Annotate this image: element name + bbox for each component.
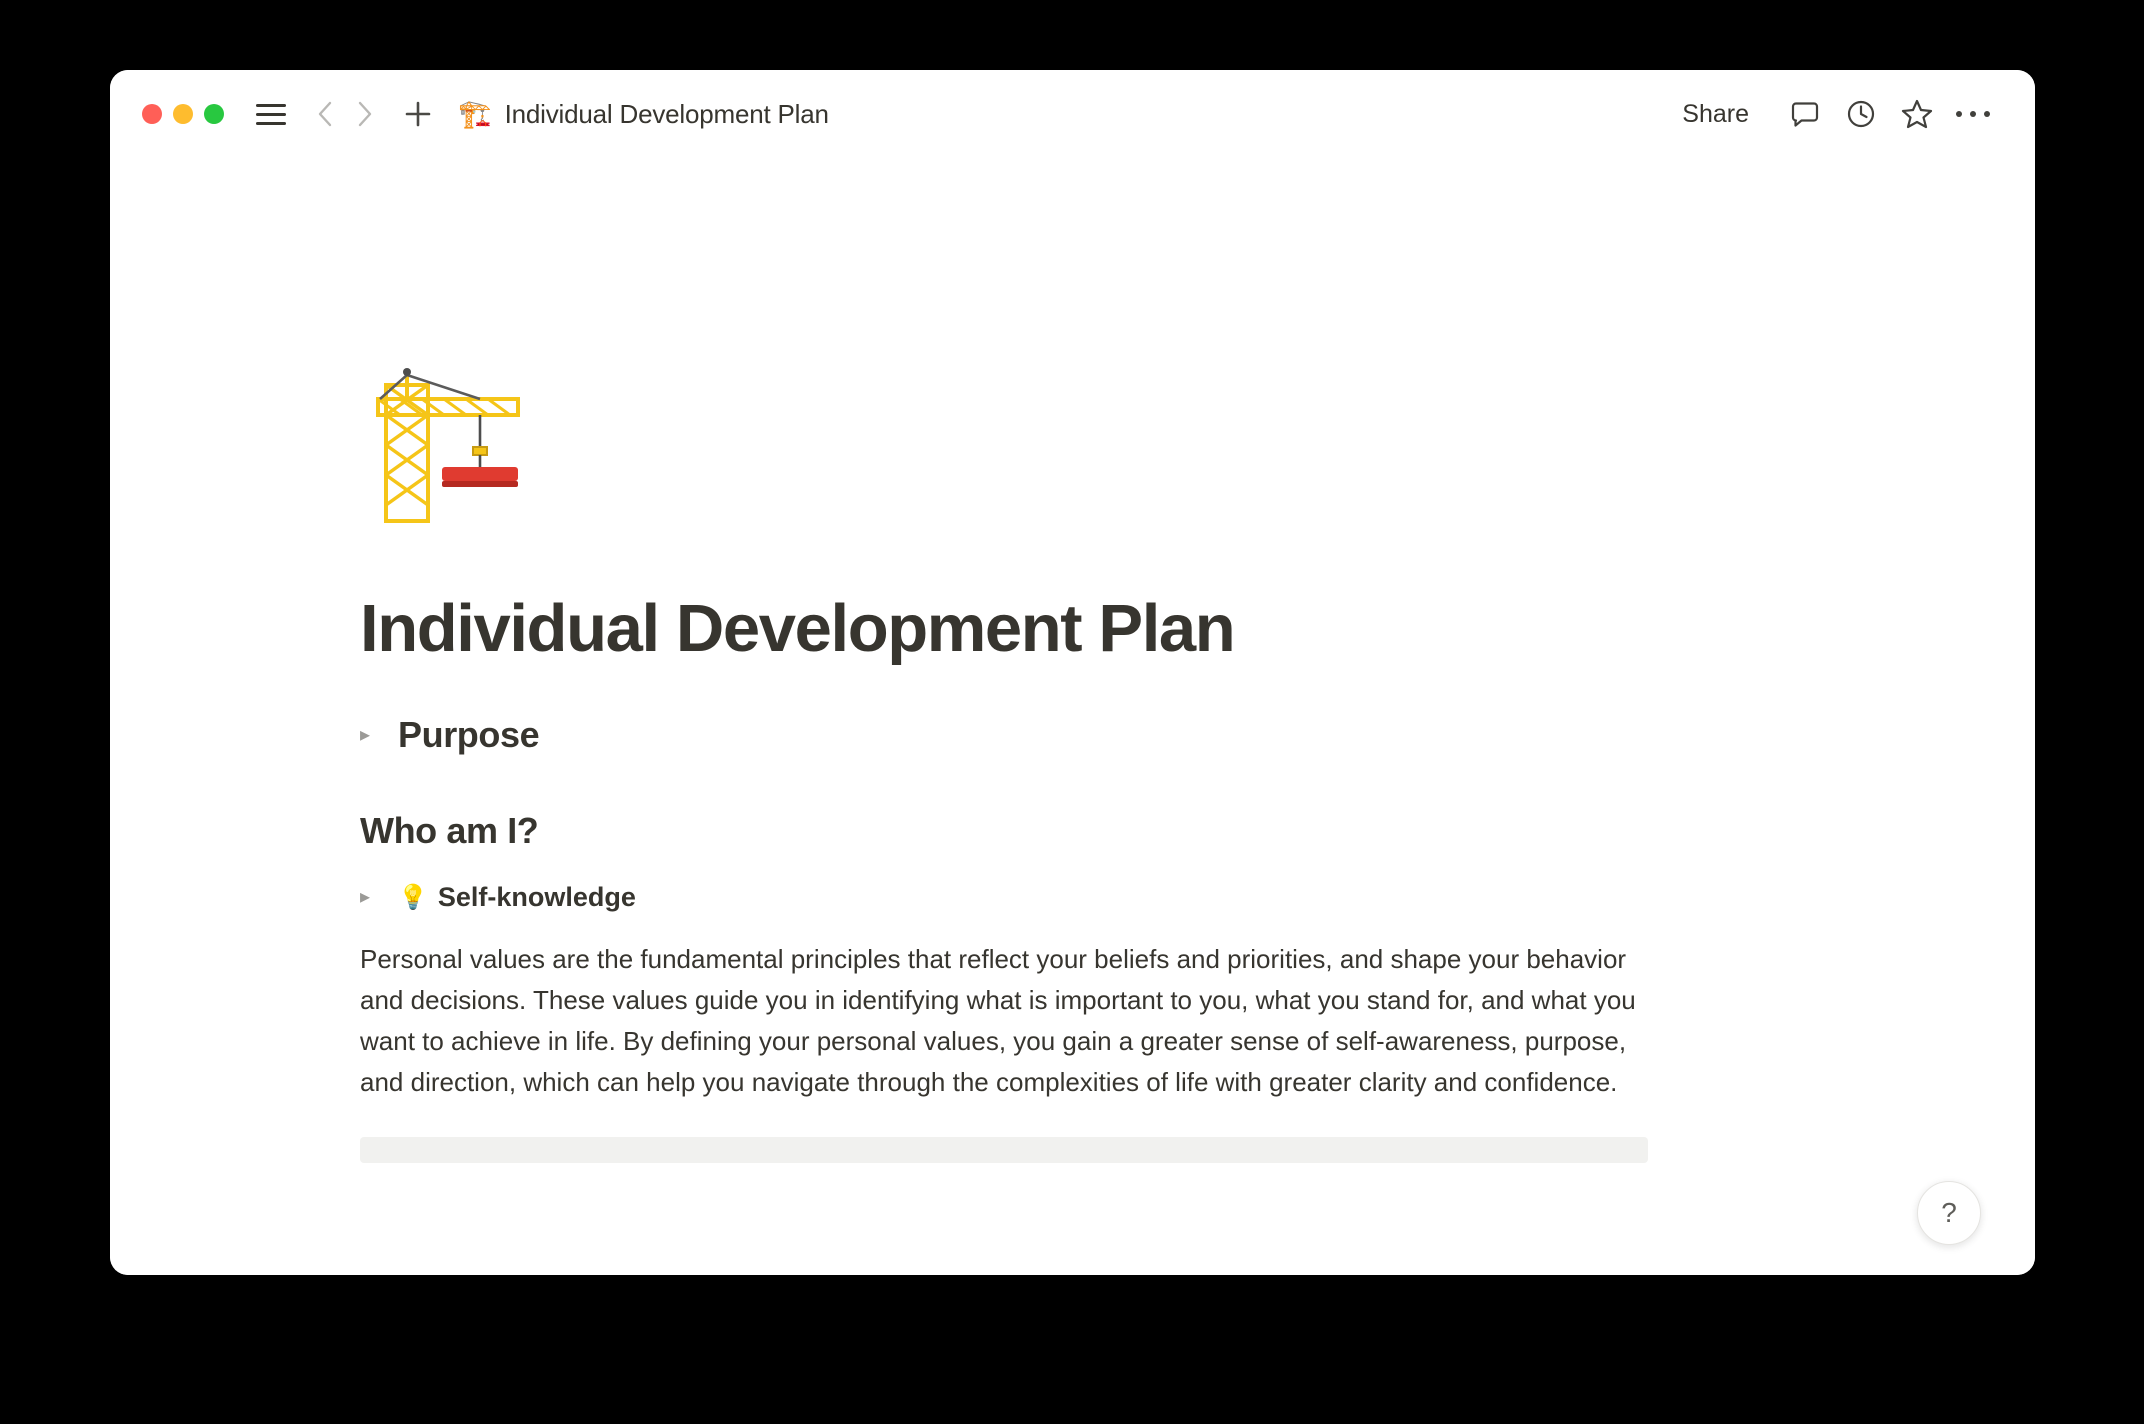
close-window-button[interactable] [142, 104, 162, 124]
titlebar [110, 70, 2035, 158]
share-button[interactable]: Share [1682, 99, 1749, 128]
help-button[interactable]: ? [1917, 1181, 1981, 1245]
toggle-purpose[interactable] [360, 714, 1780, 756]
chevron-right-icon[interactable]: ▸ [360, 723, 371, 746]
star-icon[interactable] [1889, 91, 1945, 137]
toggle-self-knowledge[interactable] [360, 882, 1780, 913]
maximize-window-button[interactable] [204, 104, 224, 124]
heading-who-am-i[interactable]: Who am I? [360, 809, 539, 851]
lightbulb-icon: 💡 [398, 883, 428, 911]
app-window [110, 70, 2035, 1275]
ellipsis-icon[interactable] [1945, 91, 2001, 137]
toggle-self-knowledge-label: Self-knowledge [437, 881, 636, 912]
page-body [110, 158, 2035, 1275]
chevron-left-icon[interactable] [308, 97, 342, 131]
titlebar-actions [1668, 91, 2001, 137]
minimize-window-button[interactable] [173, 104, 193, 124]
toggle-purpose-label: Purpose [398, 713, 540, 755]
clock-icon[interactable] [1833, 91, 1889, 137]
page-title[interactable]: Individual Development Plan [360, 591, 1235, 666]
plus-icon[interactable] [400, 96, 436, 132]
chevron-right-icon[interactable]: ▸ [360, 886, 371, 909]
document-title-breadcrumb[interactable]: Individual Development Plan [504, 98, 829, 129]
hamburger-icon[interactable] [254, 100, 288, 128]
content-column [360, 348, 1780, 1163]
window-controls [142, 104, 224, 124]
page-icon-crane[interactable] [360, 348, 1780, 528]
body-paragraph[interactable]: Personal values are the fundamental principles that reflect your beliefs and priorities, and shape your behavior and decisions. These values guide you in identifying what is important to you, what you stand for, and what you want to achieve in life. By defining your personal values, you gain a greater sense of self-awareness, purpose, and direction, which can help you navigate through the complexities of life with greater clarity and confidence. [360, 943, 1636, 1097]
chevron-right-icon[interactable] [348, 97, 382, 131]
content-block-placeholder[interactable] [360, 1137, 1648, 1163]
comment-icon[interactable] [1777, 91, 1833, 137]
document-emoji-icon: 🏗️ [458, 98, 492, 129]
